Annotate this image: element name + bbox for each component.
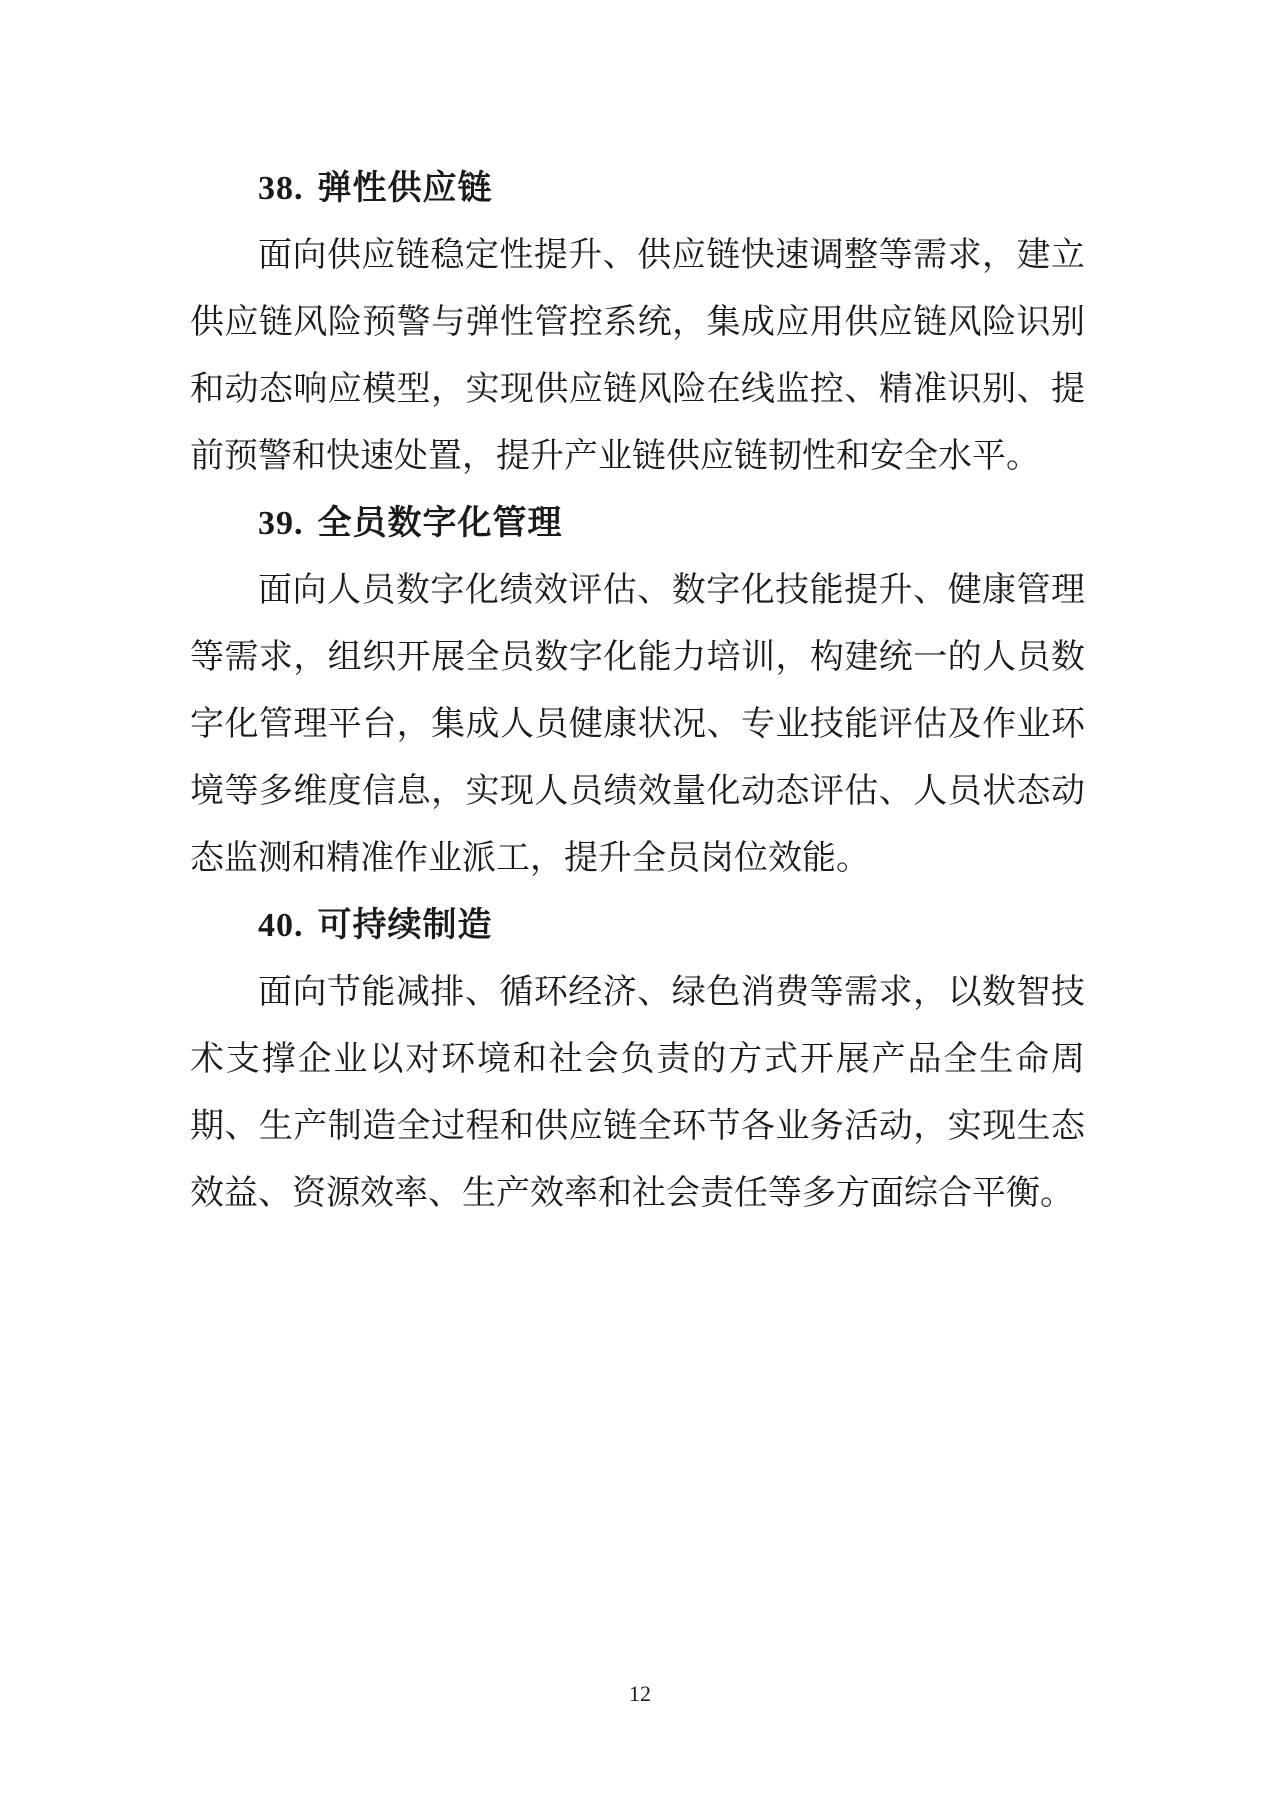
paragraph-line: 态监测和精准作业派工，提升全员岗位效能。	[190, 840, 870, 877]
section-number: 40.	[258, 907, 304, 944]
paragraph-line: 术支撑企业以对环境和社会负责的方式开展产品全生命周	[190, 1041, 1085, 1078]
section-number: 38.	[258, 170, 304, 207]
paragraph-line: 和动态响应模型，实现供应链风险在线监控、精准识别、提	[190, 371, 1085, 408]
paragraph-line: 前预警和快速处置，提升产业链供应链韧性和安全水平。	[190, 438, 1040, 475]
paragraph-line: 等需求，组织开展全员数字化能力培训，构建统一的人员数	[190, 639, 1085, 676]
section-number: 39.	[258, 505, 304, 542]
paragraph-line: 面向人员数字化绩效评估、数字化技能提升、健康管理	[258, 572, 1085, 609]
section-title: 全员数字化管理	[317, 505, 563, 542]
document-body	[190, 155, 1085, 1227]
paragraph-line: 面向节能减排、循环经济、绿色消费等需求，以数智技	[258, 974, 1085, 1011]
section-title: 可持续制造	[317, 907, 493, 944]
paragraph-line: 供应链风险预警与弹性管控系统，集成应用供应链风险识别	[190, 304, 1085, 341]
paragraph-line: 境等多维度信息，实现人员绩效量化动态评估、人员状态动	[190, 773, 1085, 810]
page-footer	[0, 1679, 1280, 1709]
page-number: 12	[629, 1681, 651, 1706]
paragraph-line: 效益、资源效率、生产效率和社会责任等多方面综合平衡。	[190, 1175, 1074, 1212]
paragraph-line: 字化管理平台，集成人员健康状况、专业技能评估及作业环	[190, 706, 1085, 743]
section-title: 弹性供应链	[317, 170, 493, 207]
paragraph-line: 面向供应链稳定性提升、供应链快速调整等需求，建立	[258, 237, 1085, 274]
section-heading-40	[190, 892, 1085, 959]
paragraph-line: 期、生产制造全过程和供应链全环节各业务活动，实现生态	[190, 1108, 1085, 1145]
section-heading-38	[190, 155, 1085, 222]
section-heading-39	[190, 490, 1085, 557]
